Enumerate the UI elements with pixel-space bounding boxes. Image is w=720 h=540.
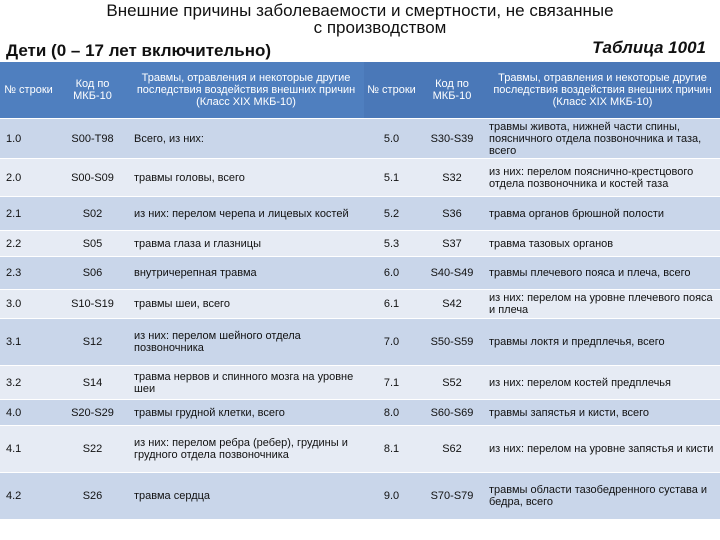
table-row bbox=[0, 319, 720, 366]
table-row bbox=[0, 231, 720, 257]
table-body bbox=[0, 119, 720, 519]
row-number-cell: 1.0 bbox=[0, 119, 57, 159]
table-row bbox=[0, 197, 720, 231]
column-header-description: Травмы, отравления и некоторые другие последствия воздействия внешних причин (Класс XIX МКБ-10) bbox=[128, 62, 364, 119]
description-cell: травмы шеи, всего bbox=[128, 290, 364, 319]
table-row bbox=[0, 159, 720, 197]
description-2-cell: из них: перелом на уровне плечевого пояса и плеча bbox=[485, 290, 720, 319]
description-cell: травма нервов и спинного мозга на уровне шеи bbox=[128, 366, 364, 400]
column-header-icd-code-2: Код по МКБ-10 bbox=[419, 62, 485, 119]
description-2-cell: травма органов брюшной полости bbox=[485, 197, 720, 231]
icd-code-2-cell: S40-S49 bbox=[419, 257, 485, 290]
table-row bbox=[0, 257, 720, 290]
icd-code-cell: S14 bbox=[57, 366, 128, 400]
description-cell: травма глаза и глазницы bbox=[128, 231, 364, 257]
row-number-2-cell: 5.0 bbox=[364, 119, 419, 159]
description-2-cell: травмы живота, нижней части спины, поясничного отдела позвоночника и таза, всего bbox=[485, 119, 720, 159]
icd-code-2-cell: S70-S79 bbox=[419, 473, 485, 519]
subtitle: Дети (0 – 17 лет включительно) bbox=[6, 41, 272, 60]
icd-code-cell: S12 bbox=[57, 319, 128, 366]
table-number: Таблица 1001 bbox=[592, 38, 706, 57]
row-number-2-cell: 5.1 bbox=[364, 159, 419, 197]
icd-code-2-cell: S42 bbox=[419, 290, 485, 319]
icd-code-cell: S26 bbox=[57, 473, 128, 519]
row-number-cell: 3.0 bbox=[0, 290, 57, 319]
icd-code-cell: S00-T98 bbox=[57, 119, 128, 159]
table-row bbox=[0, 426, 720, 473]
icd-code-2-cell: S52 bbox=[419, 366, 485, 400]
table-row bbox=[0, 119, 720, 159]
icd-code-cell: S05 bbox=[57, 231, 128, 257]
row-number-cell: 4.2 bbox=[0, 473, 57, 519]
description-2-cell: травмы плечевого пояса и плеча, всего bbox=[485, 257, 720, 290]
description-2-cell: из них: перелом на уровне запястья и кисти bbox=[485, 426, 720, 473]
icd-code-cell: S22 bbox=[57, 426, 128, 473]
description-2-cell: травма тазовых органов bbox=[485, 231, 720, 257]
description-cell: внутричерепная травма bbox=[128, 257, 364, 290]
table-row bbox=[0, 400, 720, 426]
row-number-cell: 2.0 bbox=[0, 159, 57, 197]
row-number-cell: 4.0 bbox=[0, 400, 57, 426]
row-number-2-cell: 6.1 bbox=[364, 290, 419, 319]
icd-code-cell: S02 bbox=[57, 197, 128, 231]
row-number-cell: 2.1 bbox=[0, 197, 57, 231]
row-number-cell: 4.1 bbox=[0, 426, 57, 473]
row-number-2-cell: 6.0 bbox=[364, 257, 419, 290]
icd-code-2-cell: S37 bbox=[419, 231, 485, 257]
description-cell: Всего, из них: bbox=[128, 119, 364, 159]
row-number-cell: 2.3 bbox=[0, 257, 57, 290]
icd-code-cell: S20-S29 bbox=[57, 400, 128, 426]
table-header bbox=[0, 62, 720, 119]
column-header-row-number-2: № строки bbox=[364, 62, 419, 119]
icd-code-2-cell: S50-S59 bbox=[419, 319, 485, 366]
description-cell: травмы головы, всего bbox=[128, 159, 364, 197]
causes-table bbox=[0, 62, 720, 519]
column-header-icd-code: Код по МКБ-10 bbox=[57, 62, 128, 119]
row-number-2-cell: 8.0 bbox=[364, 400, 419, 426]
icd-code-2-cell: S62 bbox=[419, 426, 485, 473]
description-cell: травма сердца bbox=[128, 473, 364, 519]
title-line-1: Внешние причины заболеваемости и смертности, не связанные bbox=[106, 1, 614, 20]
table-row bbox=[0, 366, 720, 400]
description-cell: из них: перелом черепа и лицевых костей bbox=[128, 197, 364, 231]
icd-code-2-cell: S32 bbox=[419, 159, 485, 197]
row-number-2-cell: 9.0 bbox=[364, 473, 419, 519]
row-number-2-cell: 7.0 bbox=[364, 319, 419, 366]
description-2-cell: травмы запястья и кисти, всего bbox=[485, 400, 720, 426]
icd-code-cell: S10-S19 bbox=[57, 290, 128, 319]
table-row bbox=[0, 290, 720, 319]
title-line-2: с производством bbox=[313, 18, 447, 37]
icd-code-cell: S06 bbox=[57, 257, 128, 290]
icd-code-2-cell: S60-S69 bbox=[419, 400, 485, 426]
row-number-cell: 3.1 bbox=[0, 319, 57, 366]
row-number-cell: 3.2 bbox=[0, 366, 57, 400]
row-number-2-cell: 7.1 bbox=[364, 366, 419, 400]
page-title bbox=[0, 2, 720, 36]
row-number-2-cell: 5.3 bbox=[364, 231, 419, 257]
description-2-cell: из них: перелом пояснично-крестцового отдела позвоночника и костей таза bbox=[485, 159, 720, 197]
row-number-2-cell: 5.2 bbox=[364, 197, 419, 231]
icd-code-2-cell: S36 bbox=[419, 197, 485, 231]
row-number-2-cell: 8.1 bbox=[364, 426, 419, 473]
description-2-cell: травмы области тазобедренного сустава и бедра, всего bbox=[485, 473, 720, 519]
description-2-cell: из них: перелом костей предплечья bbox=[485, 366, 720, 400]
description-cell: из них: перелом шейного отдела позвоночника bbox=[128, 319, 364, 366]
column-header-description-2: Травмы, отравления и некоторые другие последствия воздействия внешних причин (Класс XIX МКБ-10) bbox=[485, 62, 720, 119]
icd-code-cell: S00-S09 bbox=[57, 159, 128, 197]
description-cell: из них: перелом ребра (ребер), грудины и грудного отдела позвоночника bbox=[128, 426, 364, 473]
table-row bbox=[0, 473, 720, 519]
icd-code-2-cell: S30-S39 bbox=[419, 119, 485, 159]
row-number-cell: 2.2 bbox=[0, 231, 57, 257]
column-header-row-number: № строки bbox=[0, 62, 57, 119]
description-cell: травмы грудной клетки, всего bbox=[128, 400, 364, 426]
description-2-cell: травмы локтя и предплечья, всего bbox=[485, 319, 720, 366]
